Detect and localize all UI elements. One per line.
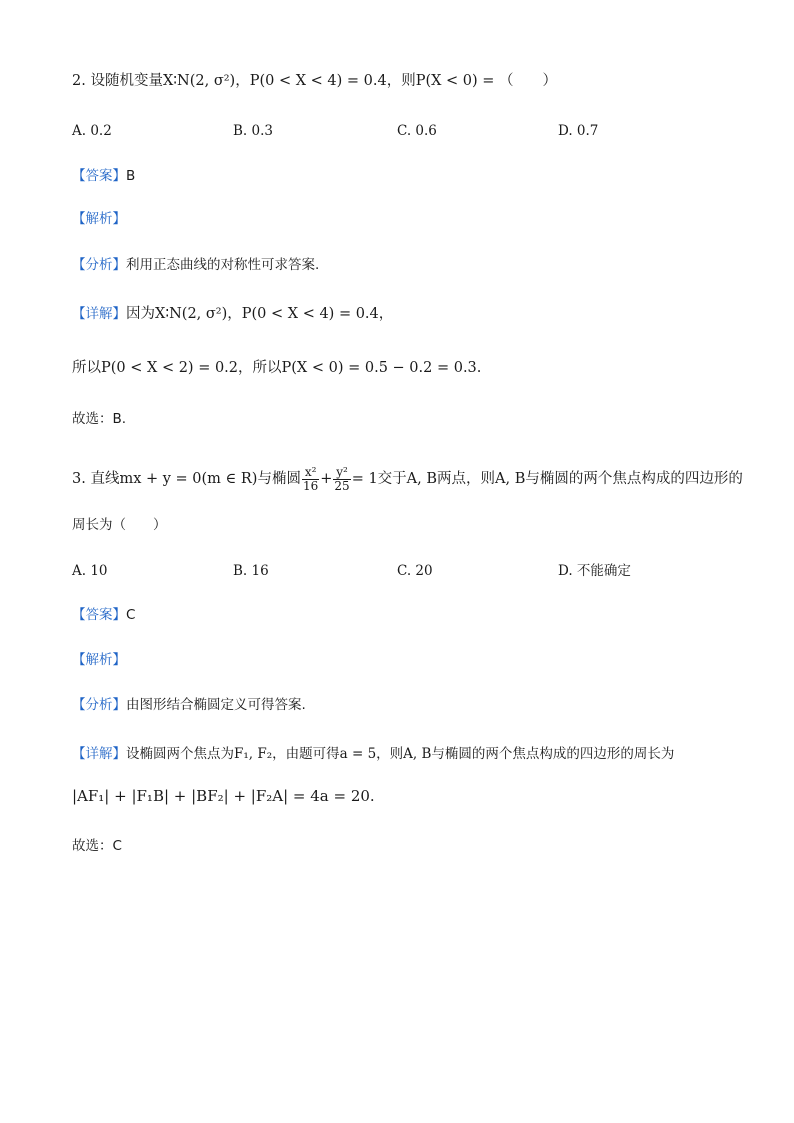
q3-formula: |AF₁| + |F₁B| + |BF₂| + |F₂A| = 4a = 20. <box>72 787 375 805</box>
q3-stem <box>72 462 743 496</box>
q2-conclusion: 故选：B. <box>72 411 127 427</box>
fenxi-tag: 【分析】 <box>72 697 126 713</box>
q3-stem-suffix: = 1交于A, B两点，则A, B与椭圆的两个焦点构成的四边形的 <box>351 471 743 487</box>
answer-value: B <box>126 168 136 184</box>
q3-answer <box>72 605 135 625</box>
answer-tag: 【答案】 <box>72 607 126 623</box>
plus-sign: + <box>320 471 333 487</box>
q3-fenxi <box>72 695 306 715</box>
answer-value: C <box>126 607 136 623</box>
q3-option-b: B. 16 <box>233 563 269 579</box>
fenxi-text: 由图形结合椭圆定义可得答案. <box>126 697 306 713</box>
analysis-tag: 【解析】 <box>72 652 126 668</box>
q3-option-a: A. 10 <box>72 563 108 579</box>
xiangjie-text: 因为X∶N(2, σ²)，P(0 < X < 4) = 0.4， <box>126 306 394 322</box>
xiangjie-text: 设椭圆两个焦点为F₁, F₂，由题可得a = 5，则A, B与椭圆的两个焦点构成的四边形的周长为 <box>126 746 675 762</box>
fenxi-tag: 【分析】 <box>72 257 126 273</box>
q2-analysis-heading <box>72 209 126 229</box>
q2-option-a: A. 0.2 <box>72 123 112 139</box>
analysis-tag: 【解析】 <box>72 211 126 227</box>
q3-xiangjie <box>72 744 674 764</box>
fraction-y2-over-25: $\frac{\text{y²}}{25}$ <box>334 464 350 493</box>
q3-option-c: C. 20 <box>397 563 433 579</box>
q2-stem: 2. 设随机变量X∶N(2, σ²)，P(0 < X < 4) = 0.4，则P(X < 0) = （ ） <box>72 73 558 89</box>
fraction-x2-over-16: $\frac{\text{x²}}{16}$ <box>302 464 319 493</box>
xiangjie-tag: 【详解】 <box>72 746 126 762</box>
q2-option-b: B. 0.3 <box>233 123 273 139</box>
q3-conclusion: 故选：C <box>72 838 122 854</box>
answer-tag: 【答案】 <box>72 168 126 184</box>
q2-xiangjie <box>72 304 393 324</box>
q2-step: 所以P(0 < X < 2) = 0.2，所以P(X < 0) = 0.5 − 0.2 = 0.3. <box>72 360 482 376</box>
q2-answer <box>72 166 135 186</box>
q2-fenxi <box>72 255 319 275</box>
q2-option-d: D. 0.7 <box>558 123 599 139</box>
xiangjie-tag: 【详解】 <box>72 306 126 322</box>
fenxi-text: 利用正态曲线的对称性可求答案. <box>126 257 320 273</box>
q3-option-d: D. 不能确定 <box>558 563 631 579</box>
q3-analysis-heading <box>72 650 126 670</box>
q2-option-c: C. 0.6 <box>397 123 437 139</box>
q3-stem-line2: 周长为（ ） <box>72 517 167 533</box>
q3-stem-prefix: 3. 直线mx + y = 0(m ∈ R)与椭圆 <box>72 471 301 487</box>
